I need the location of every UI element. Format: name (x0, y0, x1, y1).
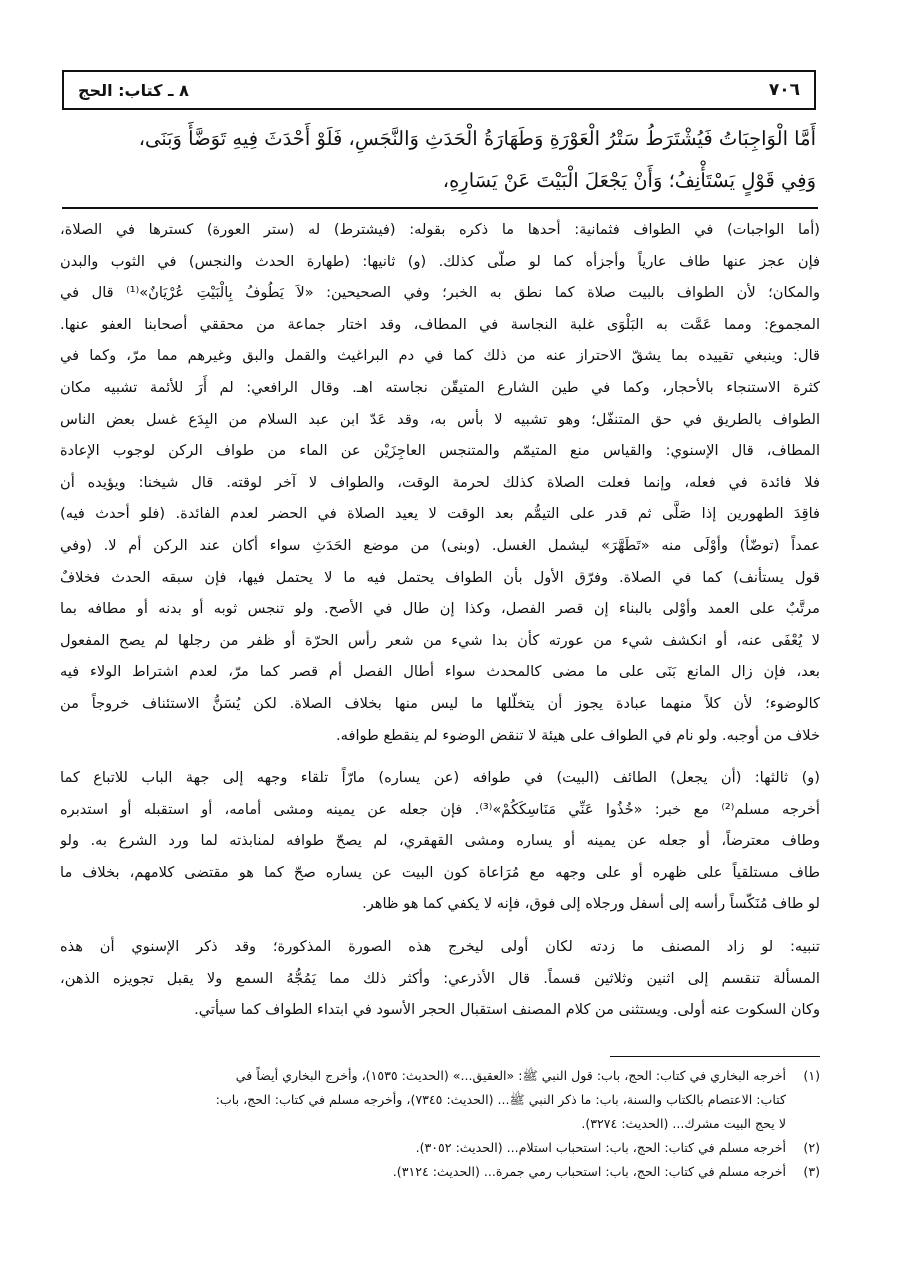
footnote-body (60, 1064, 786, 1136)
footnote-line: أخرجه مسلم في كتاب: الحج، باب: استحباب رمي جمرة... (الحديث: ٣١٢٤). (392, 1164, 786, 1179)
paragraph-gap (60, 920, 820, 931)
footnote-line: كتاب: الاعتصام بالكتاب والسنة، باب: ما ذكر النبي ﷺ... (الحديث: ٧٣٤٥)، وأخرجه مسلم في كتاب: الحج، باب: (215, 1092, 786, 1107)
text-line: فلا فائدة في فعله، وإنما فعلت الصلاة كذلك لحرمة الوقت، والطواف لا آخر لوقته. قال شيخنا: ويؤيده أن (60, 473, 820, 491)
text-line: كالوضوء؛ لأن كلاً منهما عبادة يجوز أن يتخلّلها ما ليس منها بخلاف الصلاة. لكن يُسَنُّ الاستئناف خروجاً من (60, 694, 820, 712)
footnote-body (60, 1136, 786, 1160)
text-line: فإن عجز عنها طاف عارياً وأجزأه كما لو صلّى كذلك. (و) ثانيها: (طهارة الحدث والنجس) في الثوب والبدن (60, 252, 820, 270)
footnote-separator-rule (610, 1056, 820, 1057)
footnote-body (60, 1160, 786, 1184)
footnote-number: (٢) (803, 1140, 820, 1155)
matn-text (66, 118, 816, 202)
footnote-line: لا يحج البيت مشرك... (الحديث: ٣٢٧٤). (581, 1116, 786, 1131)
text-line: خلاف من أوجبه. ولو نام في الطواف على هيئة لا تنقض الوضوء لم ينقطع طوافه. (336, 726, 820, 744)
paragraph-gap (60, 751, 820, 762)
running-header (62, 70, 816, 110)
footnote-line: أخرجه مسلم في كتاب: الحج، باب: استحباب استلام... (الحديث: ٣٠٥٢). (415, 1140, 786, 1155)
chapter-title: ٨ ـ كتاب: الحج (78, 80, 189, 100)
text-line: كثرة الاستنجاء بالأحجار، وكما في طين الشارع المتيقّن نجاسته اهـ. وقال الرافعي: لم أَرَ للأئمة تشبيه مكان (60, 378, 820, 396)
footnote-number: (٣) (803, 1164, 820, 1179)
commentary-paragraph-3 (60, 931, 820, 1026)
text-line: تنبيه: لو زاد المصنف ما زدته لكان أولى ليخرج هذه الصورة المذكورة؛ وقد ذكر الإسنوي أن هذه (60, 938, 820, 956)
text-line: عمداً (توضّأ) وأوْلَى منه «تَطَهَّرَ» ليشمل الغسل. (وبنى) من موضع الحَدَثِ سواء أكان عند الركن أم لا. (وفي (60, 536, 820, 554)
footnote-item (60, 1064, 820, 1136)
text-line: فاقِدَ الطهورين إذا صَلَّى ثم قدر على التيمُّم بعد الوقت لا يعيد الصلاة في الحضر لعدم الفائدة. (فلو أحدث فيه) (60, 505, 820, 523)
footnotes (60, 1064, 820, 1184)
footnote-number: (١) (803, 1068, 820, 1083)
footnote-item (60, 1136, 820, 1160)
text-line: والمكان؛ لأن الطواف بالبيت صلاة كما نطق به الخبر؛ وفي الصحيحين: «لاَ يَطُوفُ بِالْبَيْتِ عُرْيَانٌ»⁽¹⁾ قال في (60, 284, 820, 302)
text-line: (أما الواجبات) في الطواف فثمانية: أحدها ما ذكره بقوله: (فيشترط) له (ستر العورة) كسترها في الصلاة، (60, 221, 820, 238)
matn-line-2: وَفِي قَوْلٍ يَسْتَأْنِفُ؛ وَأَنْ يَجْعَلَ الْبَيْتَ عَنْ يَسَارِهِ، (442, 169, 816, 192)
text-line: وطاف معترضاً، أو جعله عن يمينه أو يساره ومشى القهقري، لم يصحّ طوافه لمنابذته لما ورد الشرع به. ولو (60, 832, 820, 850)
text-line: لا يُعْفَى عنه، أو انكشف شيء من عورته كأن بدا شيء من شعر رأس الحرّة أو ظفر من رجلها لم يصح المفعول (60, 631, 820, 649)
text-line: المسألة تنقسم إلى اثنين وثلاثين قسماً. قال الأذرعي: وأكثر ذلك مما يَمُجُّهُ السمع ولا يقبل تجويزه الذهن، (60, 969, 820, 987)
commentary-paragraph-1 (60, 214, 820, 751)
matn-separator-rule (62, 207, 818, 209)
matn-line-1: أَمَّا الْوَاجِبَاتُ فَيُشْتَرَطُ سَتْرُ الْعَوْرَةِ وَطَهَارَةُ الْحَدَثِ وَالنَّجَسِ، فَلَوْ أَحْدَثَ فِيهِ تَوَضَّأَ وَبَنَى، (138, 127, 816, 150)
text-line: أخرجه مسلم⁽²⁾ مع خبر: «خُذُوا عَنِّي مَنَاسِكَكُمْ»⁽³⁾. فإن جعله عن يمينه ومشى أمامه، أو استقبله أو استدبره (60, 800, 820, 818)
commentary-paragraph-2 (60, 762, 820, 920)
text-line: الطواف بالطريق في حق المتنفّل؛ وهو تشبيه لا بأس به، وقد عَدّ ابن عبد السلام من البِدَع غسل بعض الناس (60, 410, 820, 428)
text-line: مرتَّبٌ على العمد وأوْلى بالبناء إن قصر الفصل، وكذا إن طال في الأصح. ولو تنجس ثوبه أو بدنه أو مطافه بما (60, 600, 820, 618)
text-line: بعد، فإن زال المانع بَنَى على ما مضى كالمحدث سواء أطال الفصل أم قصر كما مرّ، لعدم اشتراط الولاء فيه (60, 663, 820, 681)
text-line: (و) ثالثها: (أن يجعل) الطائف (البيت) في طوافه (عن يساره) مارّاً تلقاء وجهه إلى جهة الباب للاتباع كما (60, 769, 820, 787)
footnote-line: أخرجه البخاري في كتاب: الحج، باب: قول النبي ﷺ: «العقيق...» (الحديث: ١٥٣٥)، وأخرج البخاري أيضاً في (235, 1068, 786, 1083)
text-line: وكان السكوت عنه أولى. ويستثنى من كلام المصنف استقبال الحجر الأسود في ابتداء الطواف كما سيأتي. (194, 1001, 820, 1019)
text-line: المجموع: ومما عَمَّت به البَلْوَى غلبة النجاسة في المطاف، وقد اختار جماعة من محققي أصحابنا العفو عنها. (60, 315, 820, 333)
footnote-item (60, 1160, 820, 1184)
text-line: قول يستأنف) كما في الصلاة. وفرّق الأول بأن الطواف يحتمل فيه ما لا يحتمل فيها، فإن سبقه الحدث فخلافٌ (60, 568, 820, 586)
commentary-text (60, 214, 820, 1026)
text-line: المطاف، قال الإسنوي: والقياس منع المتيمّم والمتنجس العاجِزَيْن عن الماء من طواف الركن لوجوب الإعادة (60, 442, 820, 460)
text-line: طاف مستلقياً على ظهره أو على وجهه مع مُرَاعاة كون البيت عن يساره صحّ كما هو مقتضى كلامهم، بخلاف ما (60, 863, 820, 881)
text-line: لو طاف مُنَكّساً رأسه إلى أسفل ورجلاه إلى فوق، فإنه لا يكفي كما هو ظاهر. (362, 895, 820, 913)
page-number: ٧٠٦ (768, 80, 800, 100)
text-line: قال: وينبغي تقييده بما يشقّ الاحتراز عنه من ذلك كما في دم البراغيث والقمل والبق وغيرهم مما مرّ، وكما في (60, 347, 820, 365)
